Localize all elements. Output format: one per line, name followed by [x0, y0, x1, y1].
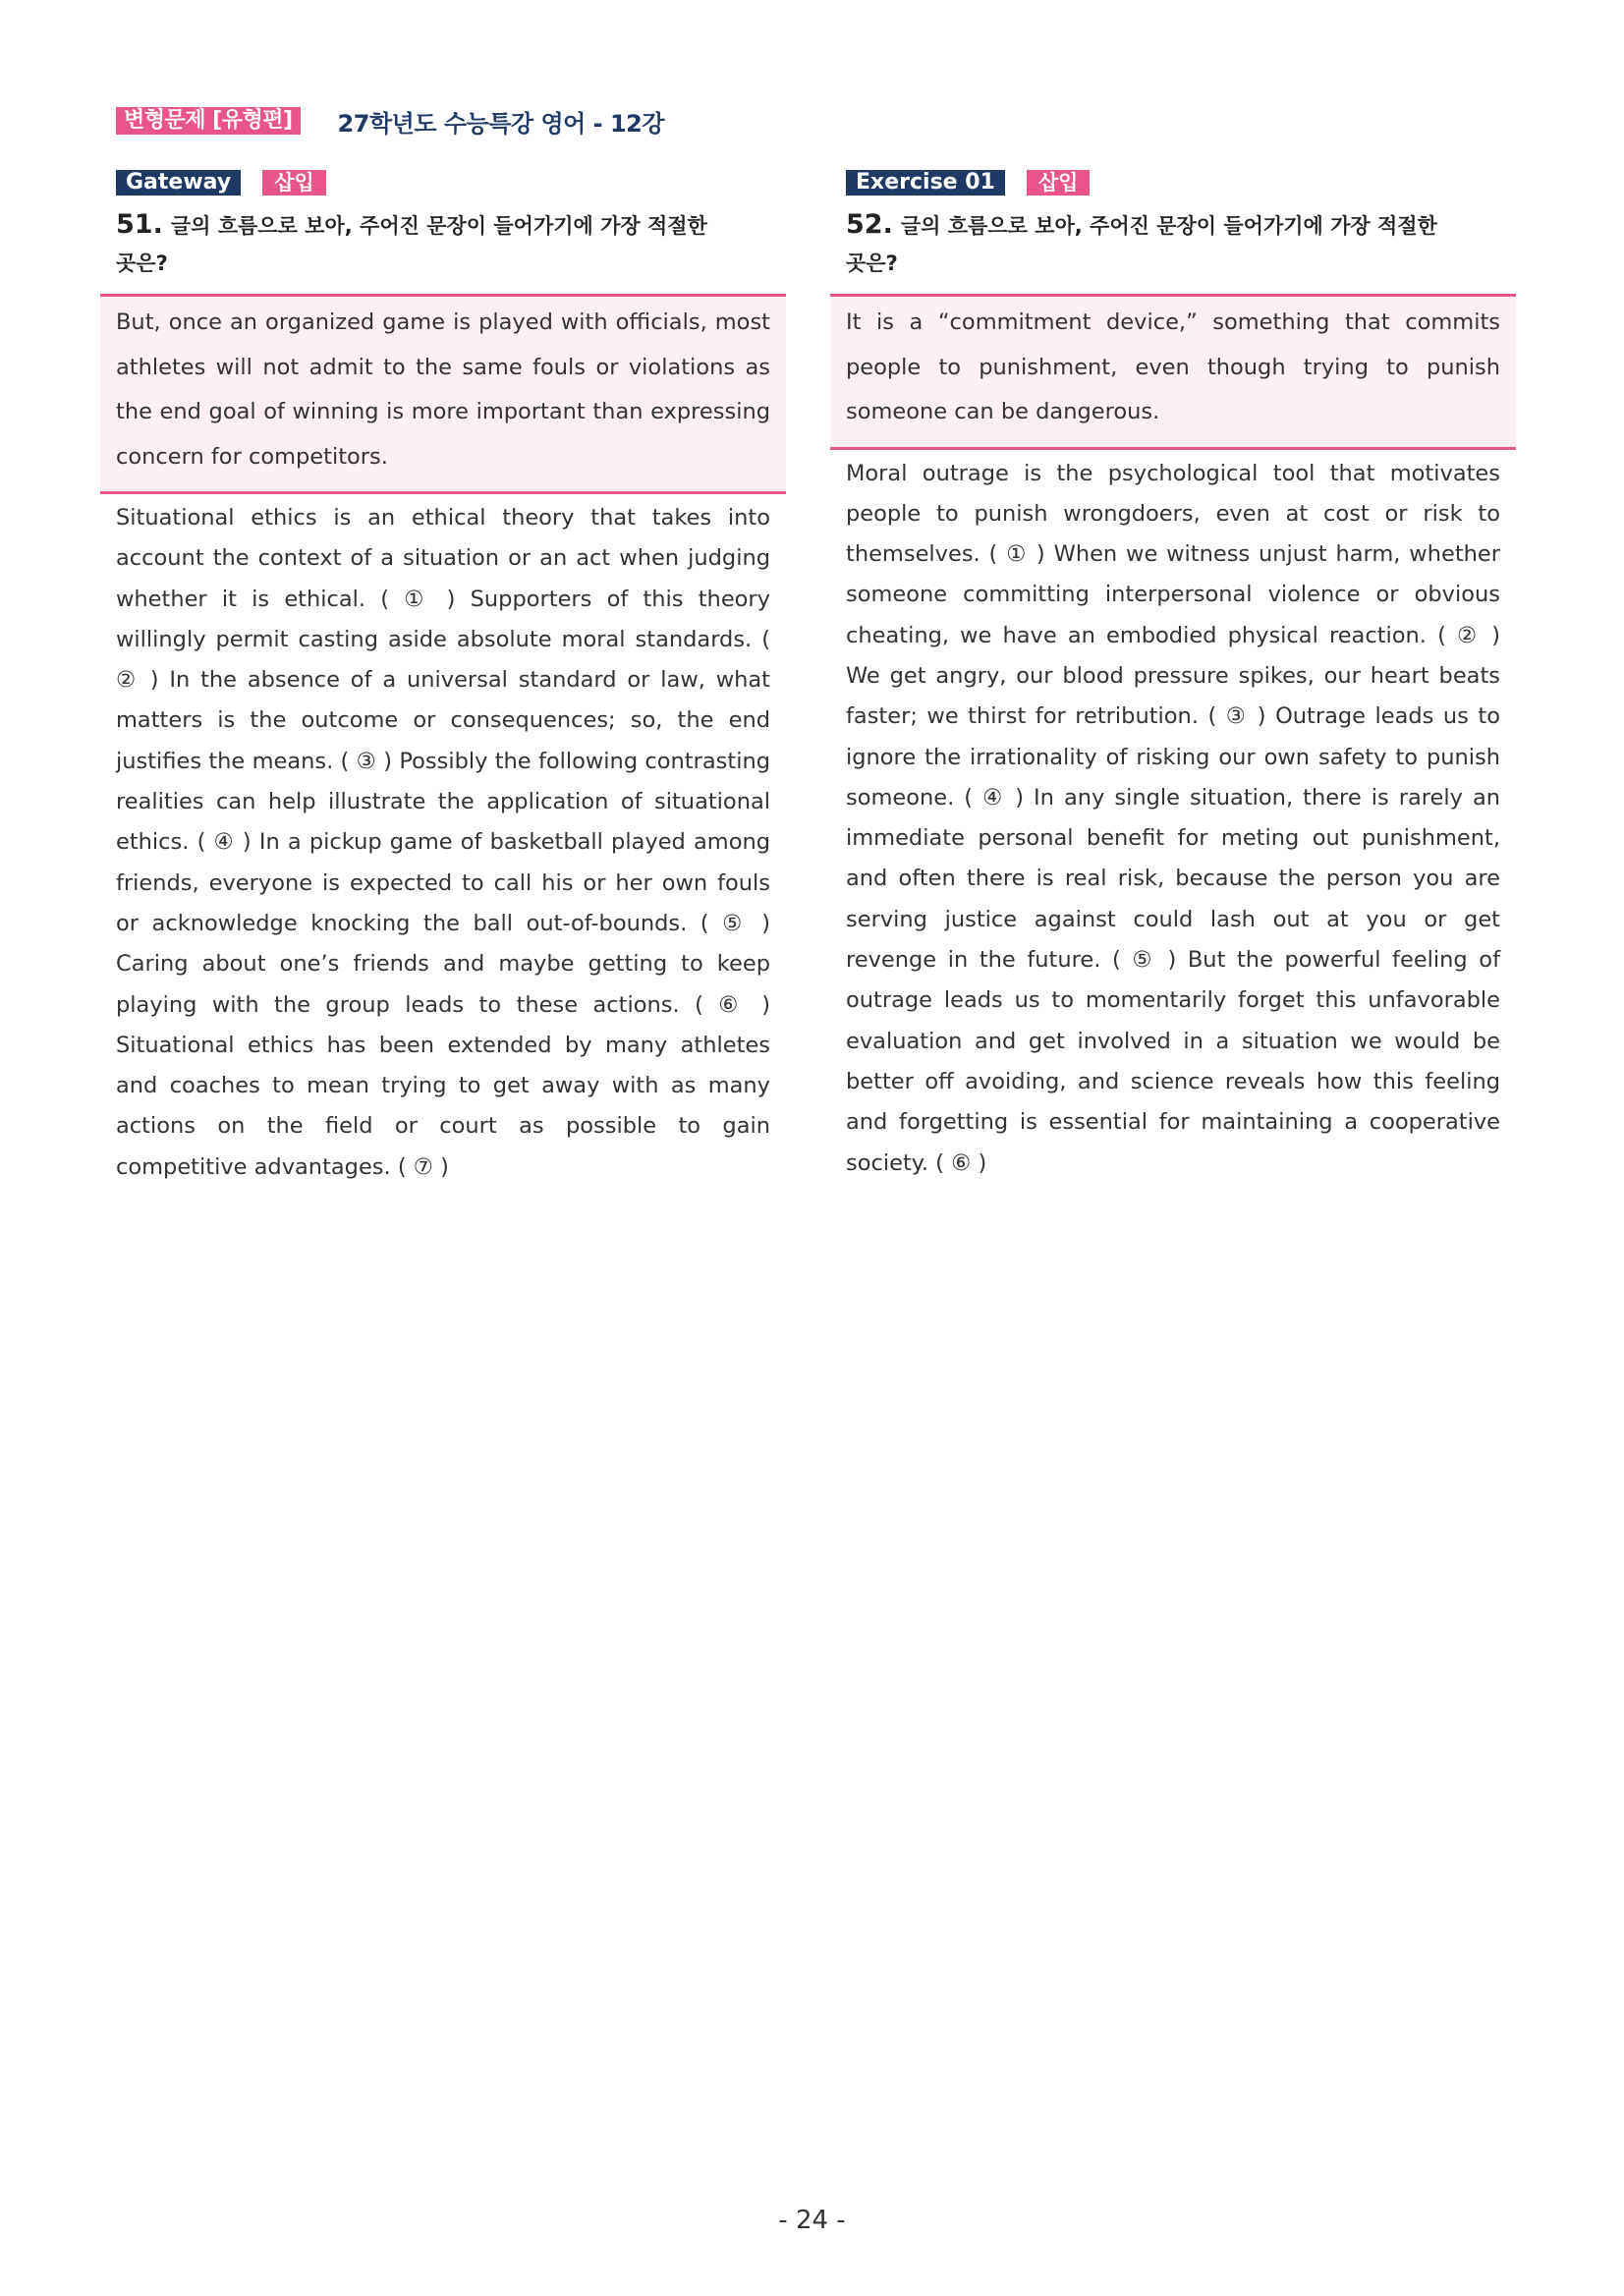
passage: Moral outrage is the psychological tool that motivates people to punish wrongdoers, even at cost or risk to themselves. ( ① ) When we witness unjust harm, whether someone committing interpersonal violence or obvious cheating, we have an embodied physical reaction. ( ② ) We get angry, our blood pressure spikes, our heart beats faster; we thirst for retribution. ( ③ ) Outrage leads us to ignore the irrationality of risking our own safety to punish someone. ( ④ ) In any single situation, there is rarely an immediate personal benefit for meting out punishment, and often there is real risk, because the person you are serving justice against could lash out at you or get revenge in the future. ( ⑤ ) But the powerful feeling of outrage leads us to momentarily forget this unfavorable evaluation and get involved in a situation we would be better off avoiding, and science reveals how this feeling and forgetting is essential for maintaining a cooperative society. ( ⑥ ): [846, 460, 1500, 1176]
given-sentence: But, once an organized game is played with officials, most athletes will not admit to the same fouls or violations as the end goal of winning is more important than expressing concern for competitors.: [116, 309, 770, 470]
question-tags: [830, 169, 1516, 196]
page-number: - 24 -: [778, 2206, 846, 2235]
section-tag: Gateway: [116, 170, 241, 196]
prompt-text-cont: 곳은?: [116, 252, 168, 275]
given-sentence-box: [830, 294, 1516, 450]
question-number: 51.: [116, 209, 163, 240]
series-badge: 변형문제 [유형편]: [116, 107, 301, 135]
type-tag: 삽입: [1027, 170, 1091, 196]
section-tag: Exercise 01: [846, 170, 1005, 196]
question-prompt: [830, 206, 1494, 282]
question-51-column: [100, 169, 786, 1188]
question-number: 52.: [846, 209, 893, 240]
header-title: 27학년도 수능특강 영어 - 12강: [337, 109, 665, 138]
type-tag: 삽입: [262, 170, 326, 196]
question-52-column: [830, 169, 1516, 1184]
given-sentence: It is a “commitment device,” something that commits people to punishment, even though trying to punish someone can be dangerous.: [846, 309, 1500, 424]
prompt-text-cont: 곳은?: [846, 252, 898, 275]
given-sentence-box: [100, 294, 786, 494]
page-header: [116, 106, 664, 136]
question-prompt: [100, 206, 764, 282]
prompt-text: 글의 흐름으로 보아, 주어진 문장이 들어가기에 가장 적절한: [900, 214, 1437, 238]
passage: Situational ethics is an ethical theory that takes into account the context of a situation or an act when judging whether it is ethical. ( ① ) Supporters of this theory willingly permit casting aside absolute moral standards. ( ② ) In the absence of a universal standard or law, what matters is the outcome or consequences; so, the end justifies the means. ( ③ ) Possibly the following contrasting realities can help illustrate the application of situational ethics. ( ④ ) In a pickup game of basketball played among friends, everyone is expected to call his or her own fouls or acknowledge knocking the ball out-of-bounds. ( ⑤ ) Caring about one’s friends and maybe getting to keep playing with the group leads to these actions. ( ⑥ ) Situational ethics has been extended by many athletes and coaches to mean trying to get away with as many actions on the field or court as possible to gain competitive advantages. ( ⑦ ): [116, 505, 770, 1180]
question-tags: [100, 169, 786, 196]
prompt-text: 글의 흐름으로 보아, 주어진 문장이 들어가기에 가장 적절한: [170, 214, 707, 238]
